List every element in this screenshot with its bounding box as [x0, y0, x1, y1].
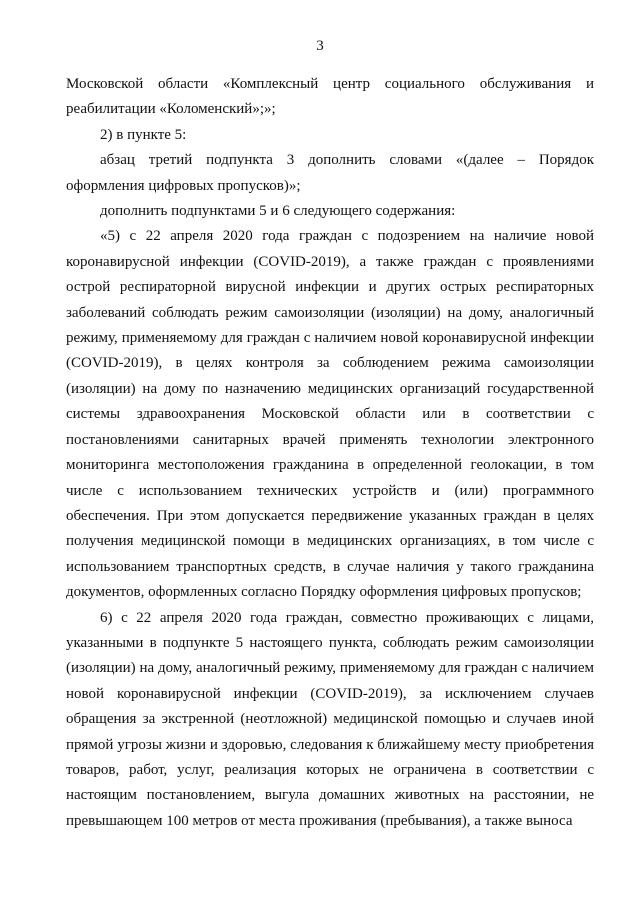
paragraph-item-2: 2) в пункте 5: [100, 126, 187, 143]
paragraph-amendment-abzac: абзац третий подпункта 3 дополнить словами «(далее – Порядок оформления цифровых пропусков)»; [66, 152, 594, 194]
document-body [66, 72, 594, 834]
paragraph-subitem-6: 6) с 22 апреля 2020 года граждан, совместно проживающих с лицами, указанными в подпункте 5 настоящего пункта, соблюдать режим самоизоляции (изоляции) на дому, аналогичный режиму, применяемому для граждан с наличием новой коронавирусной инфекции (COVID-2019), за исключением случаев обращения за экстренной (неотложной) медицинской помощью и случаев иной прямой угрозы жизни и здоровью, следования к ближайшему месту приобретения товаров, работ, услуг, реализация которых не ограничена в соответствии с настоящим постановлением, выгула домашних животных на расстоянии, не превышающем 100 метров от места проживания (пребывания), а также выноса [66, 609, 594, 829]
paragraph-subitem-5: «5) с 22 апреля 2020 года граждан с подозрением на наличие новой коронавирусной инфекции (COVID-2019), а также граждан с проявлениями острой респираторной вирусной инфекции и других острых респираторных заболеваний соблюдать режим самоизоляции (изоляции) на дому, аналогичный режиму, применяемому для граждан с наличием новой коронавирусной инфекции (COVID-2019), в целях контроля за соблюдением режима самоизоляции (изоляции) на дому по назначению медицинских организаций государственной системы здравоохранения Московской области или в соответствии с постановлениями санитарных врачей применять технологии электронного мониторинга местоположения гражданина в определенной геолокации, в том числе с использованием технических устройств и (или) программного обеспечения. При этом допускается передвижение указанных граждан в целях получения медицинской помощи в медицинских организациях, в том числе с использованием транспортных средств, в случае наличия у такого гражданина документов, оформленных согласно Порядку оформления цифровых пропусков; [66, 228, 594, 601]
paragraph-add-subitems: дополнить подпунктами 5 и 6 следующего содержания: [100, 203, 456, 220]
page-number: 3 [316, 38, 324, 54]
paragraph-continuation: Московской области «Комплексный центр социального обслуживания и реабилитации «Коломенский»;»; [66, 76, 594, 118]
